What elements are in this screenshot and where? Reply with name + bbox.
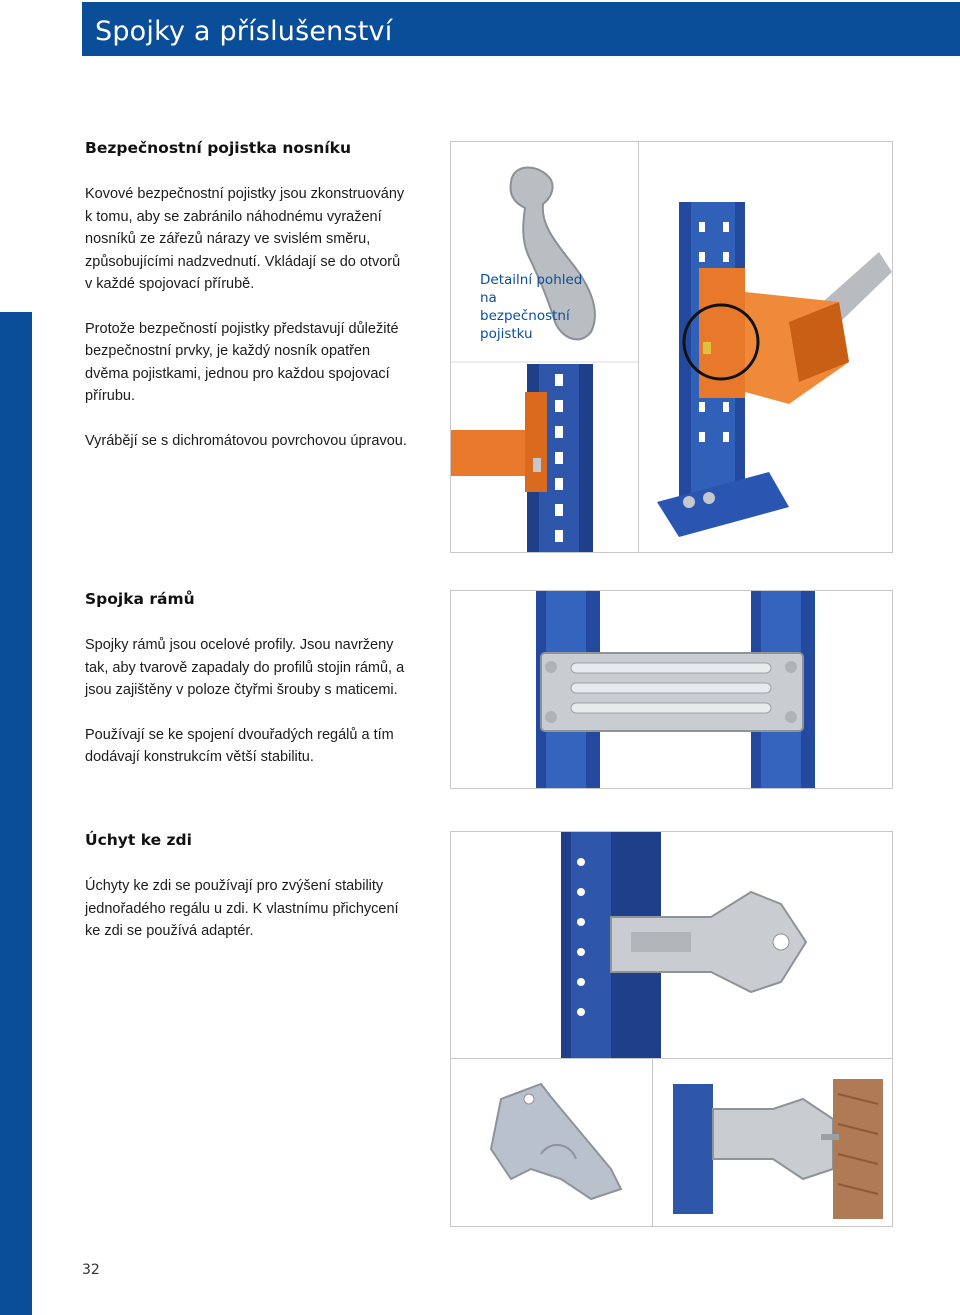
wall-mount-image <box>652 1058 893 1227</box>
section-frame-connector <box>85 590 410 791</box>
section-beam-lock <box>85 139 410 474</box>
section-title: Bezpečnostní pojistka nosníku <box>85 139 351 157</box>
page-title: Spojky a příslušenství <box>95 16 393 47</box>
paragraph: Používají se ke spojení dvouřadých regálů a tím dodávají konstrukcím větší stabilitu. <box>85 726 394 765</box>
upright-beam-image <box>638 141 893 553</box>
adapter-image <box>450 1058 654 1227</box>
section-title: Úchyt ke zdi <box>85 831 192 849</box>
section-title: Spojka rámů <box>85 590 195 608</box>
detail-caption: Detailní pohled na bezpečnostní pojistku <box>480 272 583 342</box>
paragraph: Protože bezpečností pojistky představují důležité bezpečnostní prvky, je každý nosník opatřen dvěma pojistkami, jednou pro každou spojovací přírubu. <box>85 320 399 404</box>
safety-pin-detail-image <box>450 141 640 553</box>
page-number: 32 <box>82 1262 100 1278</box>
paragraph: Spojky rámů jsou ocelové profily. Jsou navrženy tak, aby tvarově zapadaly do profilů stojin rámů, a jsou zajištěny v poloze čtyřmi šrouby s maticemi. <box>85 637 405 698</box>
paragraph: Kovové bezpečnostní pojistky jsou zkonstruovány k tomu, aby se zabránilo náhodnému vyražení nosníků ze zářezů nárazy ve svislém směru, způsobujícími nadzvednutí. Vkládají se do otvorů v každé spojovací přírubě. <box>85 186 405 292</box>
paragraph: Úchyty ke zdi se používají pro zvýšení stability jednořadého regálu u zdi. K vlastnímu přichycení ke zdi se používá adaptér. <box>85 878 399 939</box>
paragraph: Vyrábějí se s dichromátovou povrchovou úpravou. <box>85 432 407 449</box>
side-band <box>0 312 32 1315</box>
wall-bracket-upright-image <box>450 831 893 1060</box>
section-wall-bracket <box>85 831 410 965</box>
frame-connector-image <box>450 590 893 789</box>
header-bar <box>82 2 960 56</box>
